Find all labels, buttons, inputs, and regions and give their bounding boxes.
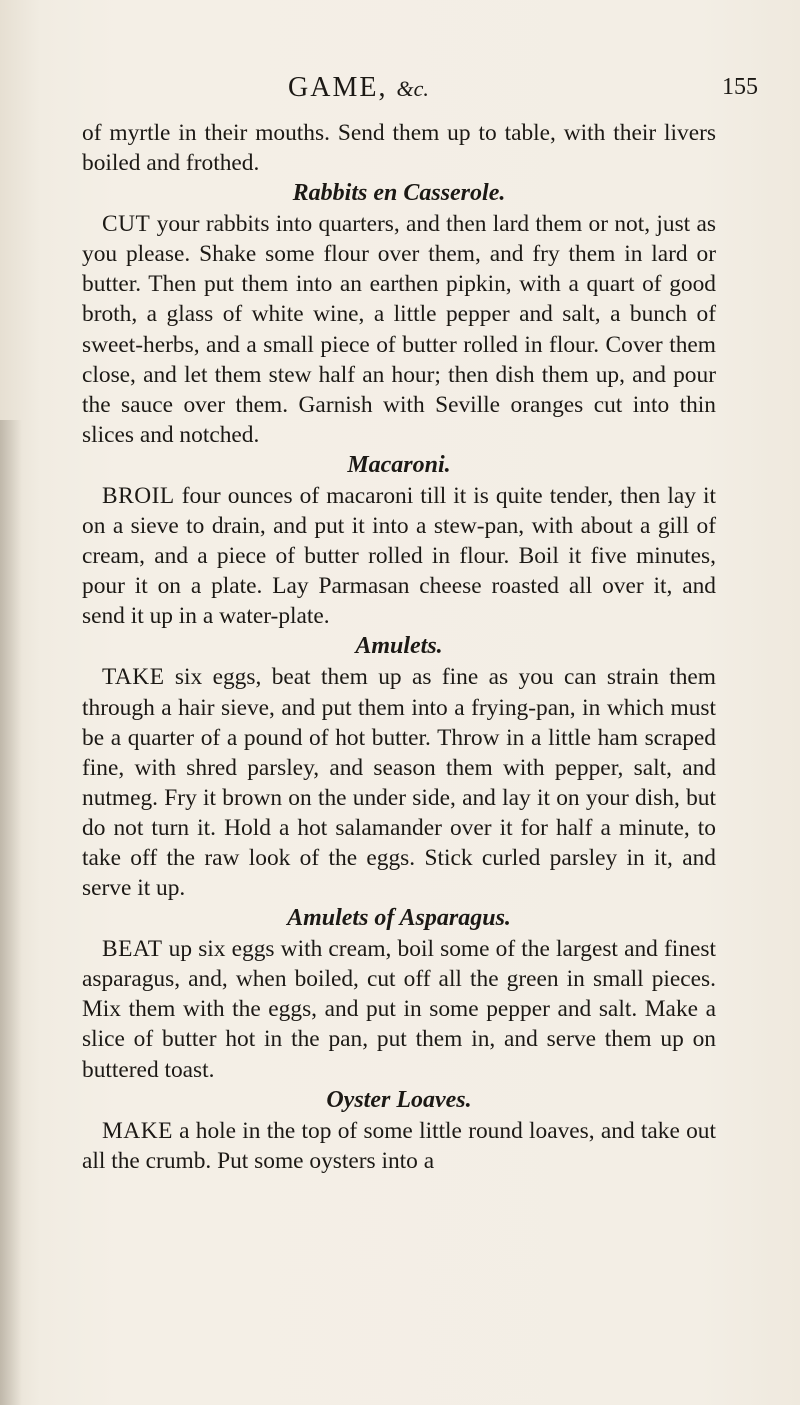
recipe-text: up six eggs with cream, boil some of the largest and finest asparagus, and, when boiled, cut off all the green in small pieces. Mix them with the eggs, and put in some pepper and salt. Make a slice of butter hot in the pan, put them in, and serve them up on buttered toast. [82,936,716,1083]
recipe-title-oyster-loaves: Oyster Loaves. [326,1086,472,1113]
page-number: 155 [722,74,758,100]
recipe-title-amulets: Amulets. [355,633,443,660]
lead-word: BEAT [102,936,163,963]
recipe-text: a hole in the top of some little round loaves, and take out all the crumb. Put some oysters into a [82,1117,716,1174]
running-head-suffix: &c. [396,76,429,101]
page-header [0,72,800,112]
recipe-body-rabbits [82,209,716,450]
recipe-text: your rabbits into quarters, and then lard them or not, just as you please. Shake some flour over them, and fry them in lard or butter. Then put them into an earthen pipkin, with a quart of good broth, a glass of white wine, a little pepper and salt, a bunch of sweet-herbs, and a small piece of butter rolled in flour. Cover them close, and let them stew half an hour; then dish them up, and pour the sauce over them. Garnish with Seville oranges cut into thin slices and notched. [82,211,716,448]
recipe-text: four ounces of macaroni till it is quite tender, then lay it on a sieve to drain, and put it into a stew-pan, with about a gill of cream, and a piece of butter rolled in flour. Boil it five minutes, pour it on a plate. Lay Parmasan cheese roasted all over it, and send it up in a water-plate. [82,482,716,630]
recipe-title-amulets-asparagus: Amulets of Asparagus. [287,905,511,932]
recipe-body-oyster-loaves [82,1116,716,1176]
recipe-body-amulets [82,662,716,903]
recipe-title-macaroni: Macaroni. [347,451,451,478]
running-head: GAME, &c. [288,72,429,103]
recipe-body-amulets-asparagus [82,934,716,1084]
binding-shadow [0,420,22,1405]
lead-word: TAKE [102,664,165,691]
page-body [82,118,716,1176]
lead-word: MAKE [102,1117,173,1144]
lead-word: BROIL [102,482,175,509]
continuation-paragraph: of myrtle in their mouths. Send them up to table, with their livers boiled and frothed. [82,120,716,177]
recipe-title-rabbits: Rabbits en Casserole. [292,180,506,207]
recipe-text: six eggs, beat them up as fine as you can strain them through a hair sieve, and put them into a frying-pan, in which must be a quarter of a pound of hot butter. Throw in a little ham scraped fine, with shred parsley, and season them with pepper, salt, and nutmeg. Fry it brown on the under side, and lay it on your dish, but do not turn it. Hold a hot salamander over it for half a minute, to take off the raw look of the eggs. Stick curled parsley in it, and serve it up. [82,664,716,902]
recipe-body-macaroni [82,481,716,631]
lead-word: CUT [102,211,151,238]
